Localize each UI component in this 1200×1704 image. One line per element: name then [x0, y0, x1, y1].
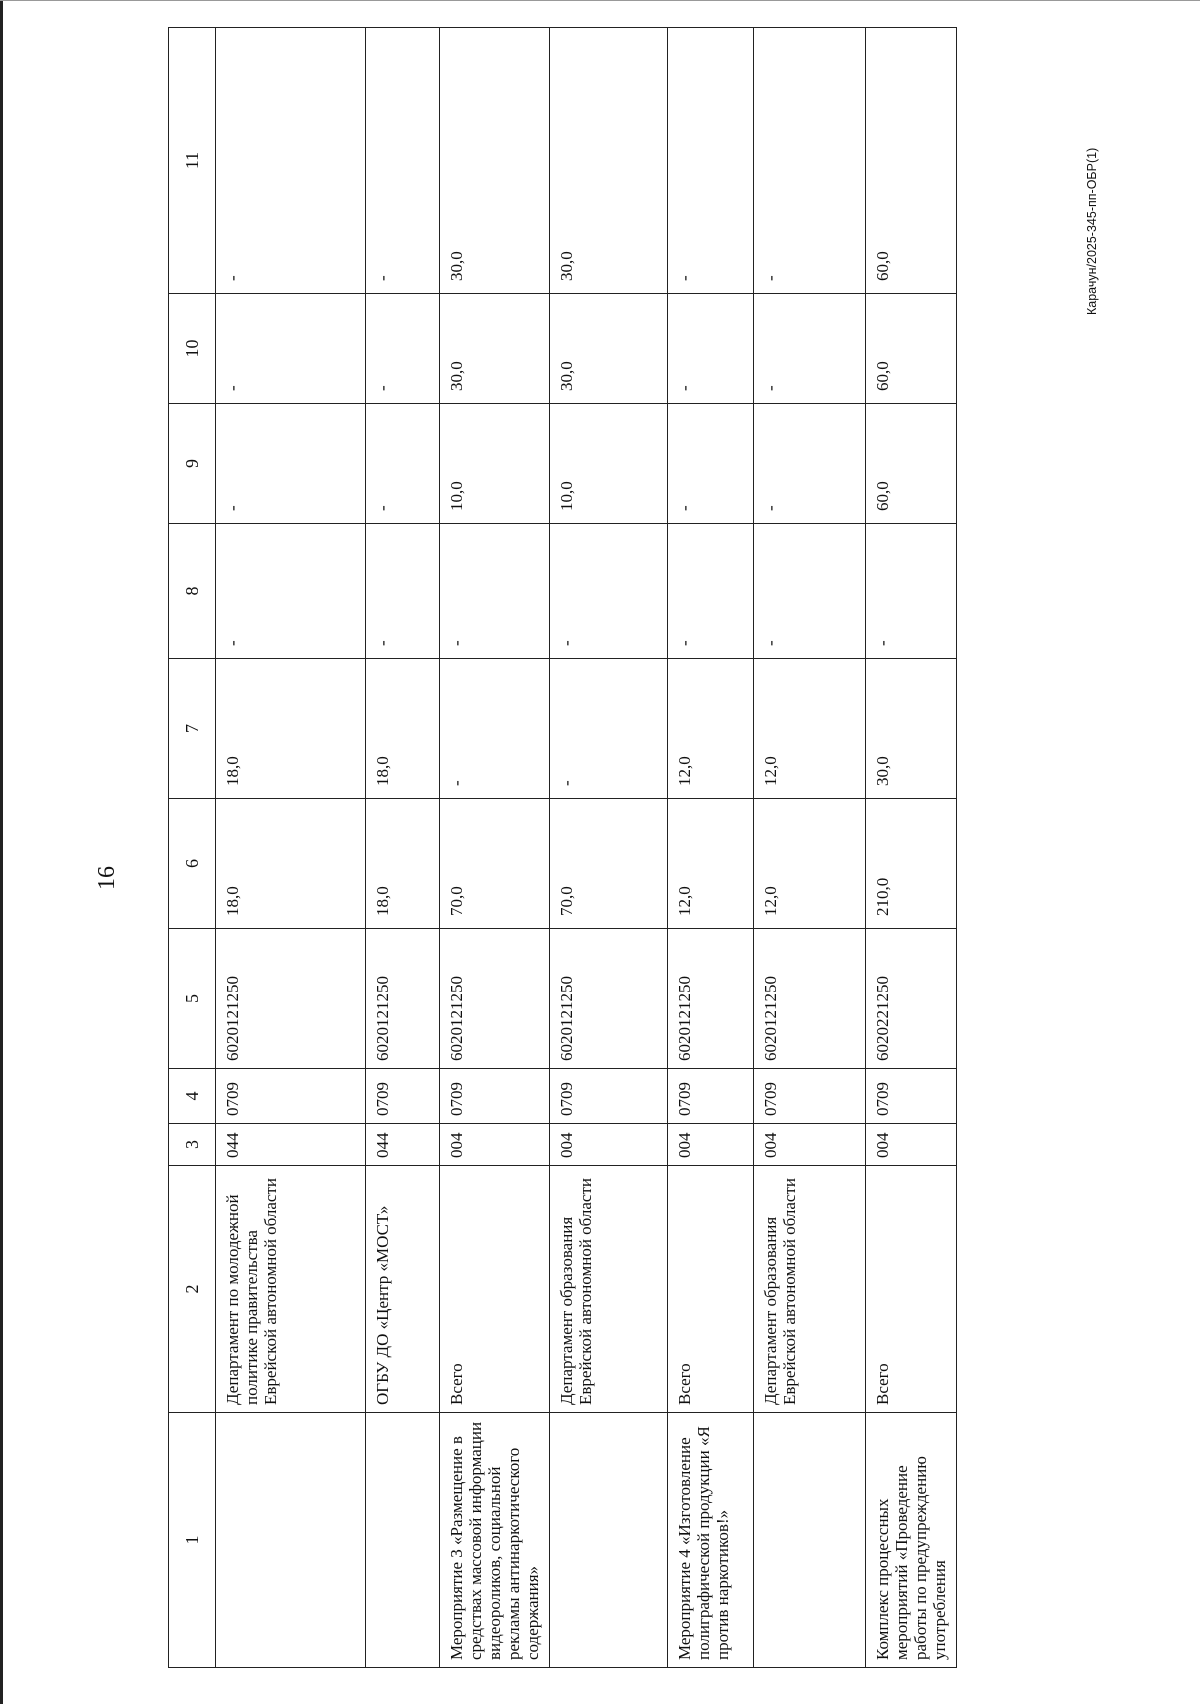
- code-cell: 004: [440, 1124, 550, 1166]
- value-cell: 60,0: [866, 294, 957, 404]
- value-cell: -: [216, 28, 366, 294]
- table-row: [866, 28, 957, 1668]
- code-cell: 0709: [668, 1069, 754, 1124]
- code-cell: 0709: [440, 1069, 550, 1124]
- program-cell: [366, 1413, 440, 1668]
- budget-table: [168, 27, 957, 1668]
- header-cell: 6: [169, 799, 216, 929]
- value-cell: 10,0: [550, 404, 668, 524]
- code-cell: 004: [866, 1124, 957, 1166]
- value-cell: 30,0: [550, 28, 668, 294]
- scan-edge-top: [0, 0, 1200, 1]
- executor-cell: Всего: [866, 1166, 957, 1413]
- value-cell: -: [668, 28, 754, 294]
- value-cell: -: [216, 524, 366, 659]
- program-cell: [754, 1413, 866, 1668]
- value-cell: -: [668, 294, 754, 404]
- value-cell: 30,0: [440, 294, 550, 404]
- value-cell: 12,0: [754, 659, 866, 799]
- code-cell: 0709: [754, 1069, 866, 1124]
- value-cell: 18,0: [216, 799, 366, 929]
- value-cell: -: [366, 28, 440, 294]
- program-cell: Мероприятие 3 «Размещение в средствах массовой информации видеороликов, социальной рекламы антинаркотического содержания»: [440, 1413, 550, 1668]
- executor-cell: Всего: [668, 1166, 754, 1413]
- header-cell: 7: [169, 659, 216, 799]
- header-cell: 10: [169, 294, 216, 404]
- executor-cell: Всего: [440, 1166, 550, 1413]
- rotated-page: [40, 60, 1120, 1690]
- value-cell: 30,0: [866, 659, 957, 799]
- value-cell: -: [550, 659, 668, 799]
- value-cell: -: [668, 404, 754, 524]
- program-cell: [550, 1413, 668, 1668]
- code-cell: 004: [668, 1124, 754, 1166]
- table-row: [216, 28, 366, 1668]
- code-cell: 044: [216, 1124, 366, 1166]
- code-cell: 0709: [216, 1069, 366, 1124]
- value-cell: 10,0: [440, 404, 550, 524]
- page-number: 16: [94, 866, 120, 890]
- value-cell: -: [754, 524, 866, 659]
- value-cell: -: [866, 524, 957, 659]
- table-row: [366, 28, 440, 1668]
- value-cell: 12,0: [754, 799, 866, 929]
- code-cell: 6020121250: [668, 929, 754, 1069]
- scan-edge: [0, 0, 3, 1704]
- program-cell: [216, 1413, 366, 1668]
- code-cell: 6020221250: [866, 929, 957, 1069]
- header-cell: 9: [169, 404, 216, 524]
- header-row: [169, 28, 216, 1668]
- value-cell: -: [216, 294, 366, 404]
- header-cell: 5: [169, 929, 216, 1069]
- program-cell: Комплекс процессных мероприятий «Проведение работы по предупреждению употребления: [866, 1413, 957, 1668]
- document-code: Карачун/2025-345-пп-ОБР(1): [1085, 147, 1099, 315]
- code-cell: 6020121250: [440, 929, 550, 1069]
- value-cell: -: [216, 404, 366, 524]
- table-row: [754, 28, 866, 1668]
- value-cell: 18,0: [366, 659, 440, 799]
- value-cell: -: [366, 294, 440, 404]
- value-cell: -: [668, 524, 754, 659]
- header-cell: 11: [169, 28, 216, 294]
- value-cell: 70,0: [440, 799, 550, 929]
- executor-cell: Департамент образования Еврейской автономной области: [550, 1166, 668, 1413]
- header-cell: 1: [169, 1413, 216, 1668]
- code-cell: 6020121250: [550, 929, 668, 1069]
- value-cell: 30,0: [440, 28, 550, 294]
- code-cell: 044: [366, 1124, 440, 1166]
- value-cell: 60,0: [866, 28, 957, 294]
- code-cell: 6020121250: [216, 929, 366, 1069]
- value-cell: -: [440, 524, 550, 659]
- header-cell: 4: [169, 1069, 216, 1124]
- code-cell: 0709: [866, 1069, 957, 1124]
- value-cell: -: [550, 524, 668, 659]
- header-cell: 8: [169, 524, 216, 659]
- code-cell: 6020121250: [754, 929, 866, 1069]
- value-cell: 18,0: [216, 659, 366, 799]
- value-cell: -: [754, 294, 866, 404]
- value-cell: 30,0: [550, 294, 668, 404]
- value-cell: 60,0: [866, 404, 957, 524]
- value-cell: 12,0: [668, 799, 754, 929]
- value-cell: 210,0: [866, 799, 957, 929]
- code-cell: 6020121250: [366, 929, 440, 1069]
- executor-cell: Департамент образования Еврейской автономной области: [754, 1166, 866, 1413]
- value-cell: 12,0: [668, 659, 754, 799]
- value-cell: -: [366, 524, 440, 659]
- executor-cell: Департамент по молодежной политике правительства Еврейской автономной области: [216, 1166, 366, 1413]
- value-cell: -: [754, 404, 866, 524]
- program-cell: Мероприятие 4 «Изготовление полиграфической продукции «Я против наркотиков!»: [668, 1413, 754, 1668]
- value-cell: 18,0: [366, 799, 440, 929]
- table-row: [668, 28, 754, 1668]
- code-cell: 004: [550, 1124, 668, 1166]
- value-cell: -: [440, 659, 550, 799]
- value-cell: 70,0: [550, 799, 668, 929]
- executor-cell: ОГБУ ДО «Центр «МОСТ»: [366, 1166, 440, 1413]
- code-cell: 0709: [550, 1069, 668, 1124]
- value-cell: -: [366, 404, 440, 524]
- table-row: [440, 28, 550, 1668]
- table-row: [550, 28, 668, 1668]
- code-cell: 0709: [366, 1069, 440, 1124]
- code-cell: 004: [754, 1124, 866, 1166]
- header-cell: 2: [169, 1166, 216, 1413]
- header-cell: 3: [169, 1124, 216, 1166]
- value-cell: -: [754, 28, 866, 294]
